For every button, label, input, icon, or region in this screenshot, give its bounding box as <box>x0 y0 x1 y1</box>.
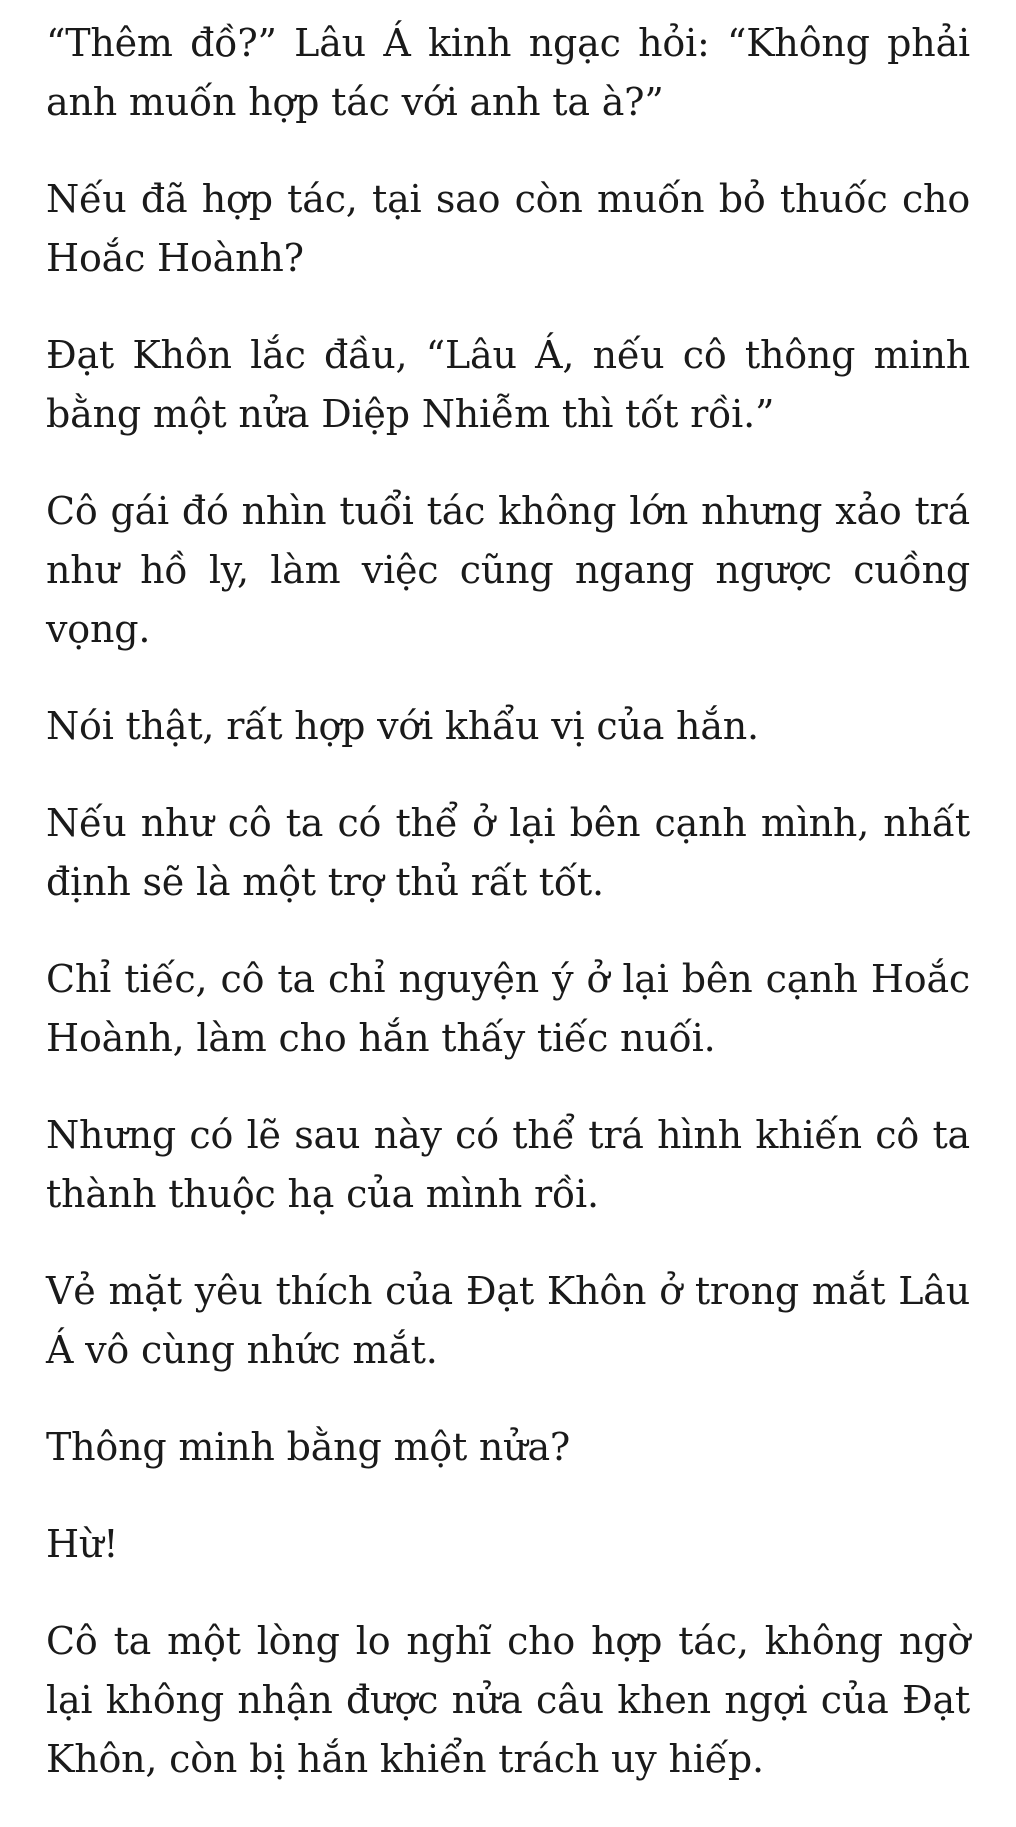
paragraph: “Thêm đồ?” Lâu Á kinh ngạc hỏi: “Không phải anh muốn hợp tác với anh ta à?” <box>46 21 970 124</box>
paragraph: Nói thật, rất hợp với khẩu vị của hắn. <box>46 704 759 748</box>
paragraph: Cô ta một lòng lo nghĩ cho hợp tác, không ngờ lại không nhận được nửa câu khen ngợi của Đạt Khôn, còn bị hắn khiển trách uy hiếp. <box>46 1619 970 1781</box>
paragraph: Thông minh bằng một nửa? <box>46 1425 571 1469</box>
paragraph: Nếu như cô ta có thể ở lại bên cạnh mình, nhất định sẽ là một trợ thủ rất tốt. <box>46 801 970 904</box>
paragraph: Cô gái đó nhìn tuổi tác không lớn nhưng xảo trá như hồ ly, làm việc cũng ngang ngược cuồng vọng. <box>46 489 970 651</box>
paragraph: Chỉ tiếc, cô ta chỉ nguyện ý ở lại bên cạnh Hoắc Hoành, làm cho hắn thấy tiếc nuối. <box>46 957 970 1060</box>
paragraph: Đạt Khôn lắc đầu, “Lâu Á, nếu cô thông minh bằng một nửa Diệp Nhiễm thì tốt rồi.” <box>46 333 970 436</box>
paragraph: Nếu đã hợp tác, tại sao còn muốn bỏ thuốc cho Hoắc Hoành? <box>46 177 970 280</box>
paragraph: Hừ! <box>46 1522 119 1566</box>
reading-page <box>46 14 970 1827</box>
paragraph: Vẻ mặt yêu thích của Đạt Khôn ở trong mắt Lâu Á vô cùng nhức mắt. <box>46 1269 970 1372</box>
paragraph: Nhưng có lẽ sau này có thể trá hình khiến cô ta thành thuộc hạ của mình rồi. <box>46 1113 970 1216</box>
